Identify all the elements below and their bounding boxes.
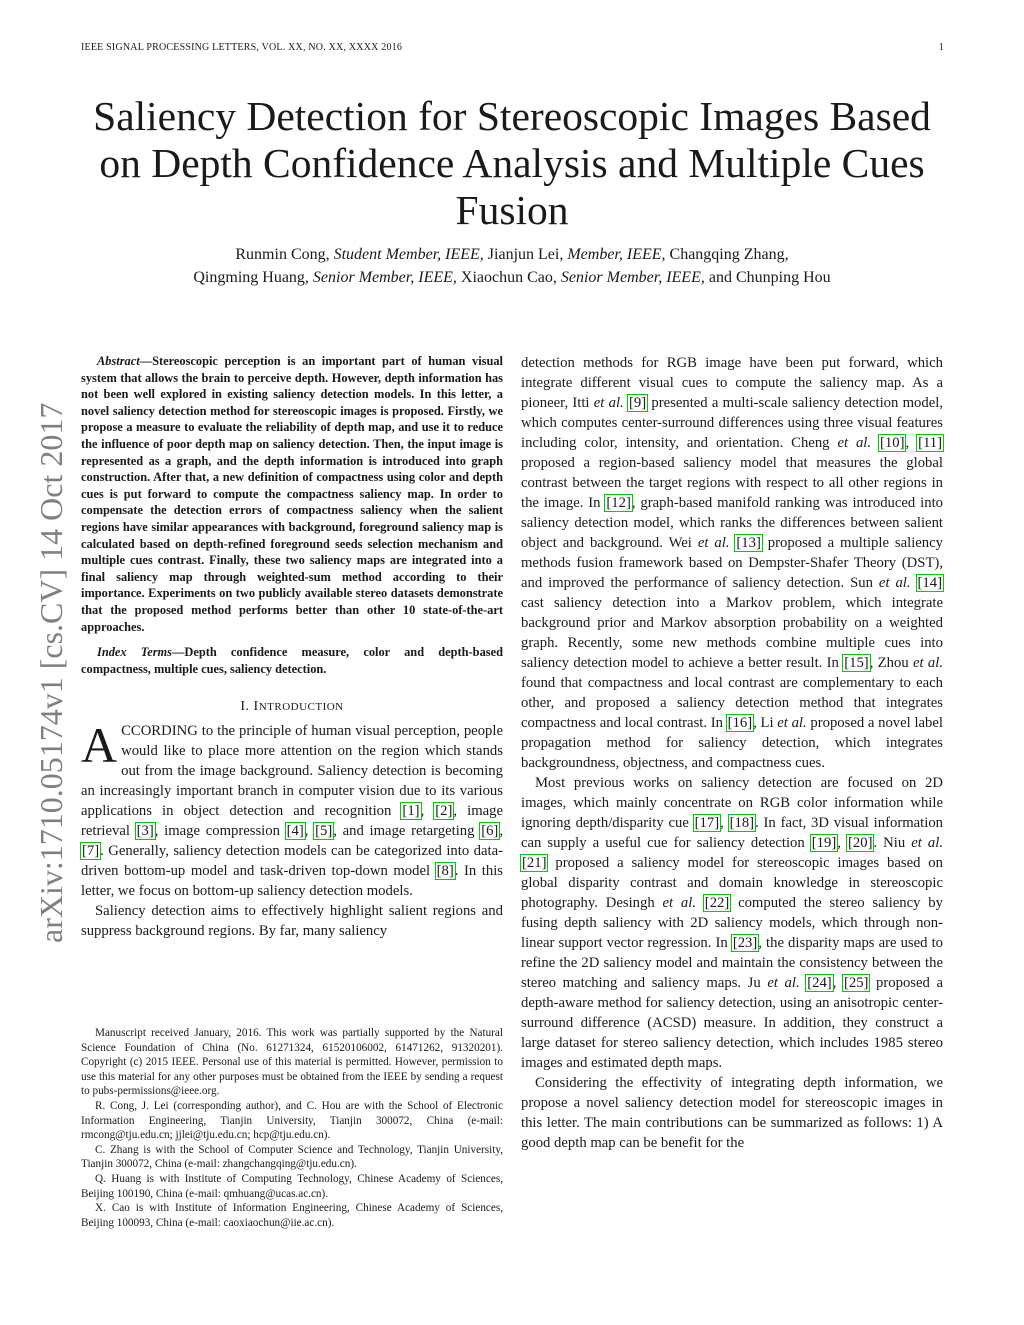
text-run: CCORDING to the principle of human visual perception, people would like to place more attention on the region which stands out from the image background. Saliency detection is becoming an increasingly important branch in computer vision due to its various applications in object detection and recognition <box>81 723 503 820</box>
title-line-1: Saliency Detection for Stereoscopic Images Based <box>93 93 931 139</box>
text-run: computed the stereo saliency by fusing depth saliency with 2D saliency models, which through non-linear support vector regression. In <box>521 895 943 951</box>
citation-link[interactable]: [17] <box>694 815 720 831</box>
text-run: . In this letter, we focus on bottom-up saliency detection models. <box>81 863 503 900</box>
text-run: , <box>905 435 918 451</box>
text-run: , and image retargeting <box>333 823 481 840</box>
index-terms <box>81 644 503 677</box>
author-name: Qingming Huang, <box>193 269 309 286</box>
text-run: . Generally, saliency detection models can be categorized into data-driven bottom-up model and task-driven top-down model <box>81 843 503 880</box>
text-run: , graph-based manifold ranking was introduced into saliency detection model, which ranks the differences between salient object and background. Wei <box>521 495 943 551</box>
page-number: 1 <box>938 42 944 53</box>
et-al: et al. <box>878 575 911 591</box>
text-run: proposed a novel label propagation method for saliency detection, which integrates backgroundness, objectness, and compactness cues. <box>521 715 943 771</box>
author-name: and Chunping Hou <box>708 269 831 286</box>
et-al: et al. <box>767 975 800 991</box>
text-run: , Li <box>753 715 778 731</box>
citation-link[interactable]: [12] <box>606 495 631 511</box>
citation-link[interactable]: [6] <box>481 823 499 840</box>
footnotes <box>81 1026 503 1230</box>
citation-link[interactable]: [2] <box>435 803 453 820</box>
footnote-manuscript: Manuscript received January, 2016. This work was partially supported by the Natural Science Foundation of China (No. 61271324, 61520106002, 61471262, 91320201). Copyright (c) 2015 IEEE. Personal use of this material is permitted. However, permission to use this material for any other purposes must be obtained from the IEEE by sending a request to pubs-permissions@ieee.org. <box>81 1027 503 1098</box>
author-name: Xiaochun Cao, <box>460 269 557 286</box>
citation-link[interactable]: [9] <box>628 395 647 411</box>
et-al: et al. <box>911 835 944 851</box>
citation-link[interactable]: [25] <box>843 975 869 991</box>
contributions-paragraph: Considering the effectivity of integrating depth information, we propose a novel saliency detection model for stereoscopic images in this letter. The main contributions can be summarized as follows: 1) A good depth map can be benefit for the <box>521 1075 943 1151</box>
citation-link[interactable]: [13] <box>736 535 761 551</box>
citation-link[interactable]: [22] <box>704 895 730 911</box>
text-run: presented a multi-scale saliency detection model, which computes center-surround differences using three visual features including color, intensity, and orientation. Cheng <box>521 395 943 451</box>
text-run: , <box>832 975 843 991</box>
text-run: , <box>304 823 315 840</box>
citation-link[interactable]: [20] <box>847 835 873 851</box>
citation-link[interactable]: [3] <box>136 823 154 840</box>
text-run: , the disparity maps are used to refine the 2D saliency model and maintain the consistency between the stereo matching and saliency maps. Ju <box>521 935 943 991</box>
related-work-paragraph-1 <box>521 353 943 773</box>
author-name: Runmin Cong, <box>235 246 330 263</box>
et-al: et al. <box>697 535 730 551</box>
text-run <box>871 435 879 451</box>
text-run: , image retrieval <box>81 803 504 840</box>
text-run <box>911 575 917 591</box>
footnote-affiliation-iie: X. Cao is with Institute of Information Engineering, Chinese Academy of Sciences, Beijing 100093, China (e-mail: caoxiaochun@iie.ac.cn). <box>81 1202 503 1229</box>
section-numeral: I. <box>240 699 250 715</box>
text-run: proposed a multiple saliency methods fusion framework based on Dempster-Shafer Theory (DST), and improved the performance of saliency detection. Sun <box>521 535 944 591</box>
et-al: et al. <box>912 655 943 671</box>
author-role: Student Member, IEEE, <box>333 246 484 263</box>
text-run: , <box>720 815 729 831</box>
citation-link[interactable]: [1] <box>402 803 420 820</box>
running-head <box>81 42 944 53</box>
et-al: et al. <box>662 895 696 911</box>
section-heading-introduction <box>81 699 503 715</box>
arxiv-watermark: arXiv:1710.05174v1 [cs.CV] 14 Oct 2017 <box>33 402 69 943</box>
footnote-affiliation-tju-eie: R. Cong, J. Lei (corresponding author), and C. Hou are with the School of Electronic Information Engineering, Tianjin University, Tianjin 300072, China (e-mail: rmcong@tju.edu.cn; jjlei@tju.edu.cn; hcp@tju.edu.cn). <box>81 1099 503 1142</box>
citation-link[interactable]: [24] <box>807 975 832 991</box>
author-role: Member, IEEE, <box>567 246 666 263</box>
citation-link[interactable]: [14] <box>917 575 942 591</box>
text-run: proposed a saliency model for stereoscopic images based on global disparity contrast and domain knowledge in stereoscopic photography. Desingh <box>521 855 943 911</box>
author-list <box>60 243 964 289</box>
journal-header: IEEE SIGNAL PROCESSING LETTERS, VOL. XX, NO. XX, XXXX 2016 <box>81 42 403 53</box>
text-run: , <box>420 803 435 820</box>
drop-cap: A <box>81 717 118 774</box>
text-run: , Zhou <box>869 655 913 671</box>
left-column <box>81 353 503 941</box>
index-terms-text: —Depth confidence measure, color and depth-based compactness, multiple cues, saliency detection. <box>81 645 503 676</box>
index-terms-label: Index Terms <box>97 645 172 660</box>
text-run: , image compression <box>154 823 286 840</box>
author-name: Jianjun Lei, <box>487 246 564 263</box>
et-al: et al. <box>837 435 872 451</box>
author-role: Senior Member, IEEE, <box>312 269 457 286</box>
citation-link[interactable]: [11] <box>918 435 942 451</box>
text-run: proposed a region-based saliency model that measures the global contrast between the target regions with respect to all other regions in the image. In <box>521 455 943 511</box>
citation-link[interactable]: [21] <box>522 855 547 871</box>
text-run: , <box>837 835 847 851</box>
author-name: Changqing Zhang, <box>669 246 789 263</box>
paper-title <box>60 93 964 234</box>
right-column <box>521 353 943 1153</box>
section-title-rest: NTRODUCTION <box>258 701 344 714</box>
text-run: proposed a depth-aware method for saliency detection, using an anisotropic center-surround difference (ACSD) measure. In addition, they construct a large dataset for stereo saliency detection, which includes 1985 stereo images and estimated depth maps. <box>521 975 943 1071</box>
abstract-text: —Stereoscopic perception is an important part of human visual system that allows the brain to perceive depth. However, depth information has not been well explored in existing saliency detection models. In this letter, a novel saliency detection method for stereoscopic images is proposed. Firstly, we propose a measure to evaluate the reliability of depth map, and use it to reduce the influence of poor depth map on saliency detection. Then, the input image is represented as a graph, and the depth information is introduced into graph construction. After that, a new definition of compactness using color and depth cues is put forward to compute the compactness saliency map. In order to compensate the detection errors of compactness saliency when the salient regions have similar appearances with background, foreground saliency map is calculated based on depth-refined foreground seeds selection mechanism and multiple cues contrast. Finally, these two saliency maps are integrated into a final saliency map through weighted-sum method according to their importance. Experiments on two publicly available stereo datasets demonstrate that the proposed method performs better than other 10 state-of-the-art approaches. <box>81 354 503 634</box>
intro-paragraph-2: Saliency detection aims to effectively highlight salient regions and suppress background regions. By far, many saliency <box>81 903 503 940</box>
citation-link[interactable]: [19] <box>811 835 837 851</box>
citation-link[interactable]: [10] <box>879 435 905 451</box>
title-line-2: on Depth Confidence Analysis and Multiple Cues <box>99 140 925 186</box>
text-run: . Niu <box>873 835 912 851</box>
intro-paragraph-1 <box>81 717 504 901</box>
citation-link[interactable]: [18] <box>729 815 755 831</box>
text-run: , <box>499 823 503 840</box>
text-run: found that compactness and local contrast are complementary to each other, and proposed a saliency detection method that integrates compactness and local contrast. In <box>521 675 943 731</box>
text-run <box>696 895 704 911</box>
citation-link[interactable]: [16] <box>727 715 753 731</box>
citation-link[interactable]: [23] <box>732 935 758 951</box>
abstract <box>81 353 503 635</box>
footnote-affiliation-tju-cs: C. Zhang is with the School of Computer Science and Technology, Tianjin University, Tianjin 300072, China (e-mail: zhangchangqing@tju.edu.cn). <box>81 1143 503 1171</box>
author-role: Senior Member, IEEE, <box>560 269 705 286</box>
abstract-label: Abstract <box>97 354 140 368</box>
citation-link[interactable]: [4] <box>286 823 304 840</box>
et-al: et al. <box>593 395 624 411</box>
et-al: et al. <box>777 715 807 731</box>
author-line-2 <box>60 266 964 289</box>
footnote-affiliation-ict: Q. Huang is with Institute of Computing Technology, Chinese Academy of Sciences, Beijing 100190, China (e-mail: qmhuang@ucas.ac.cn). <box>81 1172 503 1200</box>
citation-link[interactable]: [8] <box>436 863 454 880</box>
citation-link[interactable]: [15] <box>844 655 869 671</box>
text-run: Most previous works on saliency detection are focused on 2D images, which mainly concentrate on RGB color information while ignoring depth/disparity cue <box>521 775 943 831</box>
citation-link[interactable]: [5] <box>315 823 333 840</box>
text-run: detection methods for RGB image have been put forward, which integrate different visual cues to compute the saliency map. As a pioneer, Itti <box>521 355 943 411</box>
text-run: cast saliency detection into a Markov problem, which integrate background prior and Markov absorption probability on a weighted graph. Recently, some new methods combine multiple cues into saliency detection model to achieve a better result. In <box>521 595 943 671</box>
author-line-1 <box>60 243 964 266</box>
related-work-paragraph-2 <box>521 773 943 1073</box>
citation-link[interactable]: [7] <box>82 843 100 860</box>
text-run: . In fact, 3D visual information can supply a useful cue for saliency detection <box>521 815 944 851</box>
section-initial: I <box>253 699 259 715</box>
title-line-3: Fusion <box>455 187 569 233</box>
